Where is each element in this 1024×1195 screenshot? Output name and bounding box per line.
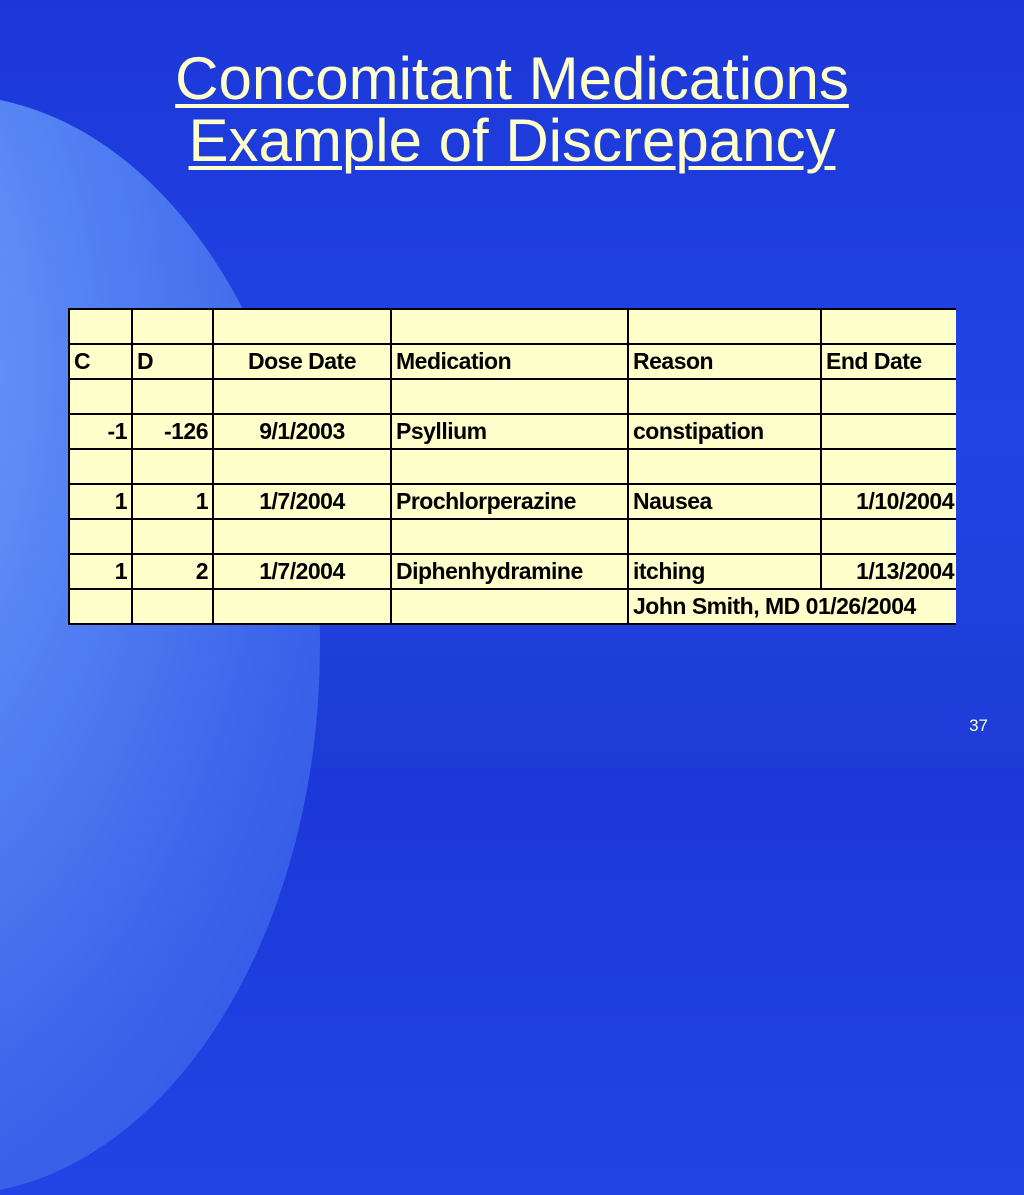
cell-d: 1 <box>132 484 213 519</box>
title-line-2: Example of Discrepancy <box>188 107 836 174</box>
table-row-blank <box>69 519 956 554</box>
header-dose-date: Dose Date <box>213 344 391 379</box>
title-line-1: Concomitant Medications <box>175 45 849 112</box>
cell-d: 2 <box>132 554 213 589</box>
cell-medication: Prochlorperazine <box>391 484 628 519</box>
cell-reason: Nausea <box>628 484 821 519</box>
cell-reason: itching <box>628 554 821 589</box>
cell-c: -1 <box>69 414 132 449</box>
cell-end-date: 1/13/2004 <box>821 554 956 589</box>
cell-medication: Psyllium <box>391 414 628 449</box>
background-decoration <box>0 95 320 1195</box>
table-row-blank <box>69 449 956 484</box>
cell-medication: Diphenhydramine <box>391 554 628 589</box>
header-c: C <box>69 344 132 379</box>
medications-table <box>68 308 956 625</box>
page-number: 37 <box>969 716 988 735</box>
table-row <box>69 484 956 519</box>
slide-title <box>0 45 1024 174</box>
cell-dose-date: 1/7/2004 <box>213 484 391 519</box>
table-row <box>69 414 956 449</box>
header-medication: Medication <box>391 344 628 379</box>
cell-end-date <box>821 414 956 449</box>
table-row-blank <box>69 309 956 344</box>
cell-c: 1 <box>69 554 132 589</box>
header-d: D <box>132 344 213 379</box>
cell-c: 1 <box>69 484 132 519</box>
table-header-row <box>69 344 956 379</box>
header-end-date: End Date <box>821 344 956 379</box>
medications-table-container <box>68 308 956 642</box>
table-row <box>69 554 956 589</box>
cell-d: -126 <box>132 414 213 449</box>
cell-dose-date: 9/1/2003 <box>213 414 391 449</box>
signature: John Smith, MD 01/26/2004 <box>628 589 956 624</box>
table-row-blank <box>69 379 956 414</box>
header-reason: Reason <box>628 344 821 379</box>
cell-end-date: 1/10/2004 <box>821 484 956 519</box>
cell-reason: constipation <box>628 414 821 449</box>
cell-dose-date: 1/7/2004 <box>213 554 391 589</box>
table-signature-row <box>69 589 956 624</box>
